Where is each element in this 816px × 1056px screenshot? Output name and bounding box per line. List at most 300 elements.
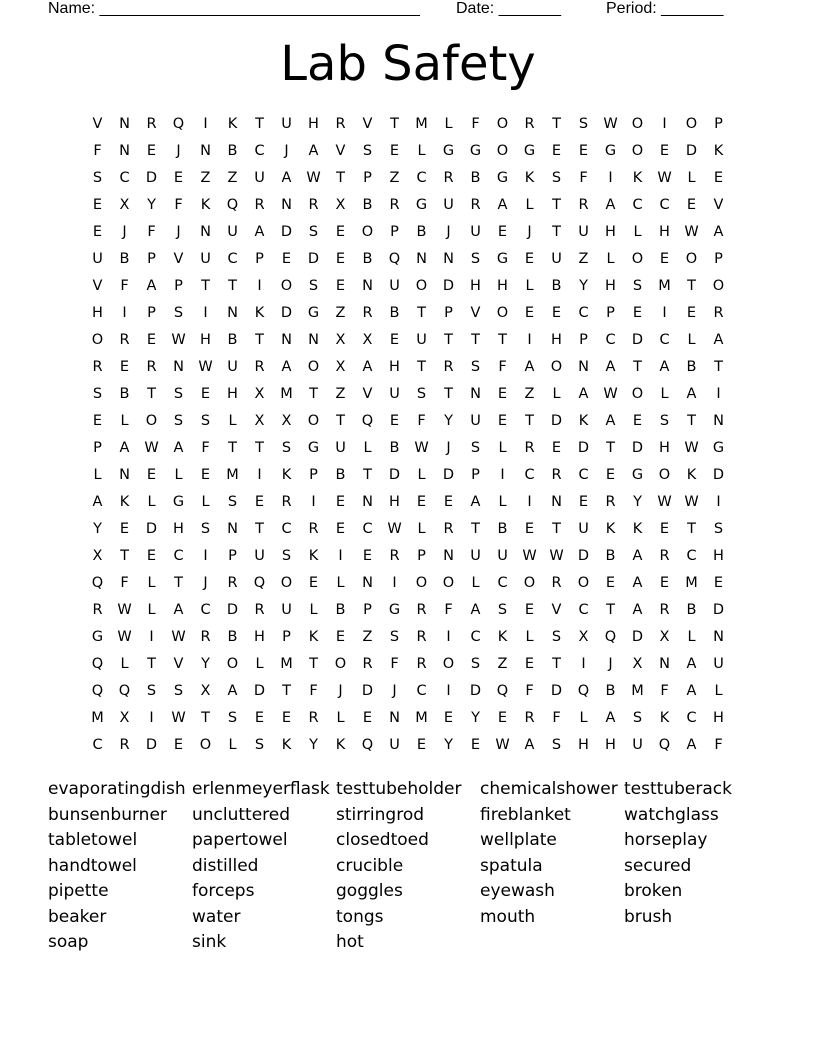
- grid-letter[interactable]: P: [228, 548, 237, 564]
- grid-letter[interactable]: K: [281, 737, 292, 753]
- grid-letter[interactable]: D: [712, 467, 725, 483]
- grid-letter[interactable]: F: [120, 278, 129, 294]
- grid-letter[interactable]: C: [281, 521, 292, 537]
- grid-letter[interactable]: M: [658, 278, 671, 294]
- grid-letter[interactable]: S: [254, 737, 265, 753]
- grid-letter[interactable]: I: [203, 305, 208, 321]
- grid-letter[interactable]: O: [361, 224, 374, 240]
- grid-letter[interactable]: R: [470, 197, 481, 213]
- grid-letter[interactable]: S: [173, 305, 184, 321]
- grid-letter[interactable]: W: [522, 548, 537, 564]
- grid-letter[interactable]: T: [309, 386, 318, 402]
- grid-letter[interactable]: D: [631, 332, 644, 348]
- grid-letter[interactable]: F: [93, 143, 102, 159]
- grid-letter[interactable]: J: [608, 656, 613, 672]
- grid-letter[interactable]: K: [254, 305, 265, 321]
- grid-letter[interactable]: O: [415, 278, 428, 294]
- grid-letter[interactable]: P: [255, 251, 264, 267]
- grid-letter[interactable]: R: [524, 116, 535, 132]
- grid-letter[interactable]: K: [686, 467, 697, 483]
- grid-letter[interactable]: D: [631, 440, 644, 456]
- grid-letter[interactable]: Z: [578, 251, 589, 267]
- grid-letter[interactable]: C: [254, 143, 265, 159]
- grid-letter[interactable]: O: [307, 359, 320, 375]
- grid-letter[interactable]: C: [92, 737, 103, 753]
- grid-letter[interactable]: J: [284, 143, 289, 159]
- grid-letter[interactable]: B: [686, 359, 697, 375]
- grid-letter[interactable]: L: [633, 224, 642, 240]
- grid-letter[interactable]: E: [524, 305, 535, 321]
- grid-letter[interactable]: F: [390, 656, 399, 672]
- grid-letter[interactable]: N: [119, 143, 130, 159]
- grid-letter[interactable]: A: [497, 197, 508, 213]
- grid-letter[interactable]: A: [686, 386, 697, 402]
- grid-letter[interactable]: A: [686, 683, 697, 699]
- grid-letter[interactable]: G: [523, 143, 536, 159]
- grid-letter[interactable]: H: [578, 737, 589, 753]
- grid-letter[interactable]: A: [686, 737, 697, 753]
- grid-letter[interactable]: N: [578, 359, 589, 375]
- grid-letter[interactable]: X: [335, 197, 346, 213]
- grid-letter[interactable]: W: [144, 440, 159, 456]
- grid-letter[interactable]: C: [470, 629, 481, 645]
- grid-letter[interactable]: E: [578, 143, 589, 159]
- grid-letter[interactable]: U: [578, 224, 589, 240]
- grid-letter[interactable]: R: [254, 197, 265, 213]
- grid-letter[interactable]: O: [199, 737, 212, 753]
- grid-letter[interactable]: C: [416, 170, 427, 186]
- grid-letter[interactable]: R: [443, 170, 454, 186]
- grid-letter[interactable]: F: [174, 197, 183, 213]
- grid-letter[interactable]: B: [335, 467, 346, 483]
- grid-letter[interactable]: A: [173, 602, 184, 618]
- grid-letter[interactable]: V: [335, 143, 346, 159]
- grid-letter[interactable]: F: [147, 224, 156, 240]
- grid-letter[interactable]: A: [281, 170, 292, 186]
- grid-letter[interactable]: F: [498, 359, 507, 375]
- grid-letter[interactable]: J: [527, 224, 532, 240]
- grid-letter[interactable]: I: [338, 548, 343, 564]
- grid-letter[interactable]: U: [551, 251, 562, 267]
- grid-letter[interactable]: E: [686, 197, 697, 213]
- grid-letter[interactable]: A: [524, 737, 535, 753]
- grid-letter[interactable]: C: [659, 197, 670, 213]
- grid-letter[interactable]: P: [363, 602, 372, 618]
- grid-letter[interactable]: O: [307, 413, 320, 429]
- grid-letter[interactable]: G: [604, 143, 617, 159]
- grid-letter[interactable]: Y: [444, 413, 453, 429]
- grid-letter[interactable]: Q: [226, 197, 239, 213]
- grid-letter[interactable]: E: [416, 494, 427, 510]
- grid-letter[interactable]: P: [147, 305, 156, 321]
- grid-letter[interactable]: G: [496, 170, 509, 186]
- grid-letter[interactable]: U: [578, 521, 589, 537]
- grid-letter[interactable]: X: [254, 413, 265, 429]
- grid-letter[interactable]: O: [145, 413, 158, 429]
- grid-letter[interactable]: H: [389, 494, 400, 510]
- grid-letter[interactable]: B: [416, 224, 427, 240]
- grid-letter[interactable]: D: [442, 278, 455, 294]
- grid-letter[interactable]: C: [686, 710, 697, 726]
- grid-letter[interactable]: B: [551, 278, 562, 294]
- grid-letter[interactable]: Y: [579, 278, 588, 294]
- grid-letter[interactable]: P: [282, 629, 291, 645]
- grid-letter[interactable]: O: [523, 575, 536, 591]
- grid-letter[interactable]: C: [524, 467, 535, 483]
- grid-letter[interactable]: E: [362, 548, 373, 564]
- grid-letter[interactable]: C: [227, 251, 238, 267]
- grid-letter[interactable]: S: [200, 521, 211, 537]
- grid-letter[interactable]: A: [632, 575, 643, 591]
- grid-letter[interactable]: E: [146, 467, 157, 483]
- grid-letter[interactable]: G: [712, 440, 725, 456]
- grid-letter[interactable]: R: [308, 521, 319, 537]
- grid-letter[interactable]: N: [281, 332, 292, 348]
- grid-letter[interactable]: E: [497, 224, 508, 240]
- grid-letter[interactable]: L: [93, 467, 102, 483]
- grid-letter[interactable]: B: [119, 251, 130, 267]
- grid-letter[interactable]: A: [281, 359, 292, 375]
- grid-letter[interactable]: Q: [496, 683, 509, 699]
- grid-letter[interactable]: A: [308, 143, 319, 159]
- grid-letter[interactable]: R: [443, 521, 454, 537]
- grid-letter[interactable]: B: [605, 683, 616, 699]
- grid-letter[interactable]: C: [497, 575, 508, 591]
- grid-letter[interactable]: M: [685, 575, 698, 591]
- grid-letter[interactable]: X: [254, 386, 265, 402]
- grid-letter[interactable]: L: [498, 440, 507, 456]
- grid-letter[interactable]: Y: [201, 656, 210, 672]
- grid-letter[interactable]: L: [228, 413, 237, 429]
- grid-letter[interactable]: T: [201, 710, 210, 726]
- grid-letter[interactable]: S: [578, 116, 589, 132]
- grid-letter[interactable]: S: [470, 359, 481, 375]
- grid-letter[interactable]: V: [713, 197, 724, 213]
- grid-letter[interactable]: X: [632, 656, 643, 672]
- grid-letter[interactable]: B: [119, 386, 130, 402]
- grid-letter[interactable]: S: [92, 386, 103, 402]
- grid-letter[interactable]: B: [497, 521, 508, 537]
- grid-letter[interactable]: L: [552, 386, 561, 402]
- grid-letter[interactable]: N: [119, 116, 130, 132]
- grid-letter[interactable]: E: [443, 494, 454, 510]
- grid-letter[interactable]: H: [389, 359, 400, 375]
- grid-letter[interactable]: W: [171, 710, 186, 726]
- grid-letter[interactable]: W: [414, 440, 429, 456]
- grid-letter[interactable]: J: [176, 143, 181, 159]
- grid-letter[interactable]: V: [173, 251, 184, 267]
- grid-letter[interactable]: I: [203, 116, 208, 132]
- grid-letter[interactable]: D: [361, 683, 374, 699]
- grid-letter[interactable]: I: [581, 656, 586, 672]
- grid-letter[interactable]: S: [632, 278, 643, 294]
- grid-letter[interactable]: N: [443, 548, 454, 564]
- grid-letter[interactable]: S: [470, 656, 481, 672]
- grid-letter[interactable]: I: [203, 548, 208, 564]
- grid-letter[interactable]: F: [417, 413, 426, 429]
- grid-letter[interactable]: W: [171, 332, 186, 348]
- grid-letter[interactable]: P: [579, 332, 588, 348]
- grid-letter[interactable]: I: [446, 683, 451, 699]
- grid-letter[interactable]: Z: [524, 386, 535, 402]
- grid-letter[interactable]: V: [470, 305, 481, 321]
- grid-letter[interactable]: S: [470, 440, 481, 456]
- grid-letter[interactable]: O: [631, 251, 644, 267]
- grid-letter[interactable]: E: [416, 737, 427, 753]
- grid-letter[interactable]: I: [716, 494, 721, 510]
- grid-letter[interactable]: I: [392, 575, 397, 591]
- grid-letter[interactable]: T: [282, 683, 291, 699]
- grid-letter[interactable]: N: [362, 494, 373, 510]
- grid-letter[interactable]: C: [632, 197, 643, 213]
- grid-letter[interactable]: P: [606, 305, 615, 321]
- grid-letter[interactable]: O: [496, 143, 509, 159]
- grid-letter[interactable]: E: [335, 224, 346, 240]
- grid-letter[interactable]: E: [713, 170, 724, 186]
- grid-letter[interactable]: N: [119, 467, 130, 483]
- grid-letter[interactable]: W: [684, 440, 699, 456]
- grid-letter[interactable]: K: [713, 143, 724, 159]
- grid-letter[interactable]: O: [631, 116, 644, 132]
- grid-letter[interactable]: L: [579, 710, 588, 726]
- grid-letter[interactable]: D: [469, 683, 482, 699]
- grid-letter[interactable]: Z: [335, 305, 346, 321]
- grid-letter[interactable]: N: [281, 197, 292, 213]
- grid-letter[interactable]: W: [684, 494, 699, 510]
- grid-letter[interactable]: W: [117, 602, 132, 618]
- grid-letter[interactable]: E: [173, 170, 184, 186]
- grid-letter[interactable]: B: [227, 629, 238, 645]
- grid-letter[interactable]: V: [362, 116, 373, 132]
- grid-letter[interactable]: Y: [444, 737, 453, 753]
- grid-letter[interactable]: R: [308, 710, 319, 726]
- grid-letter[interactable]: S: [173, 683, 184, 699]
- grid-letter[interactable]: T: [552, 521, 561, 537]
- grid-letter[interactable]: S: [713, 521, 724, 537]
- grid-letter[interactable]: S: [308, 278, 319, 294]
- grid-letter[interactable]: K: [497, 629, 508, 645]
- grid-letter[interactable]: H: [551, 332, 562, 348]
- grid-letter[interactable]: O: [280, 278, 293, 294]
- grid-letter[interactable]: F: [714, 737, 723, 753]
- grid-letter[interactable]: E: [551, 305, 562, 321]
- grid-letter[interactable]: U: [632, 737, 643, 753]
- grid-letter[interactable]: T: [417, 359, 426, 375]
- grid-letter[interactable]: D: [685, 143, 698, 159]
- grid-letter[interactable]: O: [91, 332, 104, 348]
- grid-letter[interactable]: E: [632, 305, 643, 321]
- grid-letter[interactable]: I: [716, 386, 721, 402]
- grid-letter[interactable]: I: [122, 305, 127, 321]
- grid-letter[interactable]: W: [387, 521, 402, 537]
- grid-letter[interactable]: K: [335, 737, 346, 753]
- grid-letter[interactable]: B: [605, 548, 616, 564]
- grid-letter[interactable]: T: [687, 521, 696, 537]
- grid-letter[interactable]: L: [174, 467, 183, 483]
- grid-letter[interactable]: E: [200, 386, 211, 402]
- grid-letter[interactable]: T: [606, 602, 615, 618]
- grid-letter[interactable]: I: [608, 170, 613, 186]
- grid-letter[interactable]: L: [687, 170, 696, 186]
- grid-letter[interactable]: S: [551, 170, 562, 186]
- grid-letter[interactable]: R: [416, 602, 427, 618]
- grid-letter[interactable]: E: [659, 575, 670, 591]
- grid-letter[interactable]: I: [311, 494, 316, 510]
- grid-letter[interactable]: O: [658, 467, 671, 483]
- grid-letter[interactable]: V: [362, 386, 373, 402]
- grid-letter[interactable]: U: [227, 359, 238, 375]
- grid-letter[interactable]: E: [335, 629, 346, 645]
- grid-letter[interactable]: O: [685, 116, 698, 132]
- grid-letter[interactable]: D: [550, 413, 563, 429]
- grid-letter[interactable]: J: [122, 224, 127, 240]
- grid-letter[interactable]: U: [470, 224, 481, 240]
- grid-letter[interactable]: R: [524, 440, 535, 456]
- grid-letter[interactable]: Q: [91, 575, 104, 591]
- grid-letter[interactable]: U: [470, 413, 481, 429]
- grid-letter[interactable]: X: [119, 197, 130, 213]
- grid-letter[interactable]: T: [228, 278, 237, 294]
- grid-letter[interactable]: I: [662, 305, 667, 321]
- grid-letter[interactable]: D: [307, 251, 320, 267]
- grid-letter[interactable]: N: [713, 629, 724, 645]
- grid-letter[interactable]: R: [146, 359, 157, 375]
- grid-letter[interactable]: R: [551, 467, 562, 483]
- grid-letter[interactable]: V: [173, 656, 184, 672]
- grid-letter[interactable]: I: [257, 278, 262, 294]
- grid-letter[interactable]: Q: [253, 575, 266, 591]
- grid-letter[interactable]: S: [632, 710, 643, 726]
- grid-letter[interactable]: E: [713, 575, 724, 591]
- grid-letter[interactable]: D: [145, 170, 158, 186]
- grid-letter[interactable]: R: [92, 359, 103, 375]
- grid-letter[interactable]: T: [255, 440, 264, 456]
- grid-letter[interactable]: M: [226, 467, 239, 483]
- grid-letter[interactable]: C: [173, 548, 184, 564]
- grid-letter[interactable]: T: [255, 116, 264, 132]
- grid-letter[interactable]: Z: [200, 170, 211, 186]
- grid-letter[interactable]: O: [577, 575, 590, 591]
- grid-letter[interactable]: B: [389, 440, 400, 456]
- grid-letter[interactable]: A: [713, 332, 724, 348]
- grid-letter[interactable]: T: [498, 332, 507, 348]
- grid-letter[interactable]: N: [200, 224, 211, 240]
- grid-letter[interactable]: E: [659, 521, 670, 537]
- grid-letter[interactable]: L: [444, 116, 453, 132]
- grid-letter[interactable]: E: [524, 251, 535, 267]
- grid-letter[interactable]: L: [660, 386, 669, 402]
- grid-letter[interactable]: K: [605, 521, 616, 537]
- grid-letter[interactable]: S: [281, 548, 292, 564]
- grid-letter[interactable]: P: [714, 251, 723, 267]
- grid-letter[interactable]: R: [713, 305, 724, 321]
- grid-letter[interactable]: T: [633, 359, 642, 375]
- grid-letter[interactable]: E: [497, 413, 508, 429]
- grid-letter[interactable]: T: [120, 548, 129, 564]
- grid-letter[interactable]: L: [417, 467, 426, 483]
- grid-letter[interactable]: N: [362, 278, 373, 294]
- grid-letter[interactable]: O: [415, 575, 428, 591]
- grid-letter[interactable]: H: [605, 278, 616, 294]
- grid-letter[interactable]: O: [631, 143, 644, 159]
- grid-letter[interactable]: Q: [118, 683, 131, 699]
- grid-letter[interactable]: B: [362, 197, 373, 213]
- grid-letter[interactable]: N: [227, 305, 238, 321]
- grid-letter[interactable]: L: [120, 413, 129, 429]
- grid-letter[interactable]: N: [200, 143, 211, 159]
- grid-letter[interactable]: S: [551, 629, 562, 645]
- grid-letter[interactable]: U: [389, 278, 400, 294]
- grid-letter[interactable]: A: [119, 440, 130, 456]
- grid-letter[interactable]: G: [496, 251, 509, 267]
- grid-letter[interactable]: F: [660, 683, 669, 699]
- grid-letter[interactable]: H: [659, 440, 670, 456]
- grid-letter[interactable]: M: [91, 710, 104, 726]
- grid-letter[interactable]: L: [498, 494, 507, 510]
- grid-letter[interactable]: E: [551, 143, 562, 159]
- grid-letter[interactable]: E: [524, 602, 535, 618]
- grid-letter[interactable]: C: [119, 170, 130, 186]
- grid-letter[interactable]: D: [145, 737, 158, 753]
- grid-letter[interactable]: T: [147, 656, 156, 672]
- grid-letter[interactable]: N: [551, 494, 562, 510]
- grid-letter[interactable]: Q: [361, 413, 374, 429]
- grid-letter[interactable]: M: [631, 683, 644, 699]
- grid-letter[interactable]: U: [92, 251, 103, 267]
- grid-letter[interactable]: E: [497, 710, 508, 726]
- grid-letter[interactable]: N: [389, 710, 400, 726]
- grid-letter[interactable]: B: [362, 251, 373, 267]
- grid-letter[interactable]: T: [714, 359, 723, 375]
- grid-letter[interactable]: T: [147, 386, 156, 402]
- grid-letter[interactable]: E: [524, 521, 535, 537]
- grid-letter[interactable]: I: [662, 116, 667, 132]
- grid-letter[interactable]: O: [496, 305, 509, 321]
- grid-letter[interactable]: T: [228, 440, 237, 456]
- grid-letter[interactable]: S: [416, 386, 427, 402]
- grid-letter[interactable]: C: [659, 332, 670, 348]
- grid-letter[interactable]: F: [444, 602, 453, 618]
- grid-letter[interactable]: R: [416, 629, 427, 645]
- grid-letter[interactable]: V: [92, 278, 103, 294]
- grid-letter[interactable]: A: [470, 602, 481, 618]
- grid-letter[interactable]: C: [416, 683, 427, 699]
- grid-letter[interactable]: N: [308, 332, 319, 348]
- grid-letter[interactable]: Q: [388, 251, 401, 267]
- grid-letter[interactable]: E: [335, 278, 346, 294]
- grid-letter[interactable]: X: [281, 413, 292, 429]
- grid-letter[interactable]: H: [497, 278, 508, 294]
- grid-letter[interactable]: A: [254, 224, 265, 240]
- grid-letter[interactable]: F: [309, 683, 318, 699]
- grid-letter[interactable]: B: [335, 602, 346, 618]
- grid-letter[interactable]: L: [255, 656, 264, 672]
- grid-letter[interactable]: G: [469, 143, 482, 159]
- grid-letter[interactable]: L: [417, 521, 426, 537]
- grid-letter[interactable]: T: [444, 386, 453, 402]
- grid-letter[interactable]: W: [306, 170, 321, 186]
- grid-letter[interactable]: E: [119, 521, 130, 537]
- grid-letter[interactable]: G: [388, 602, 401, 618]
- grid-letter[interactable]: L: [147, 602, 156, 618]
- grid-letter[interactable]: S: [659, 413, 670, 429]
- grid-letter[interactable]: B: [470, 170, 481, 186]
- grid-letter[interactable]: R: [551, 575, 562, 591]
- grid-letter[interactable]: E: [200, 467, 211, 483]
- grid-letter[interactable]: G: [442, 143, 455, 159]
- grid-letter[interactable]: A: [605, 413, 616, 429]
- grid-letter[interactable]: E: [362, 710, 373, 726]
